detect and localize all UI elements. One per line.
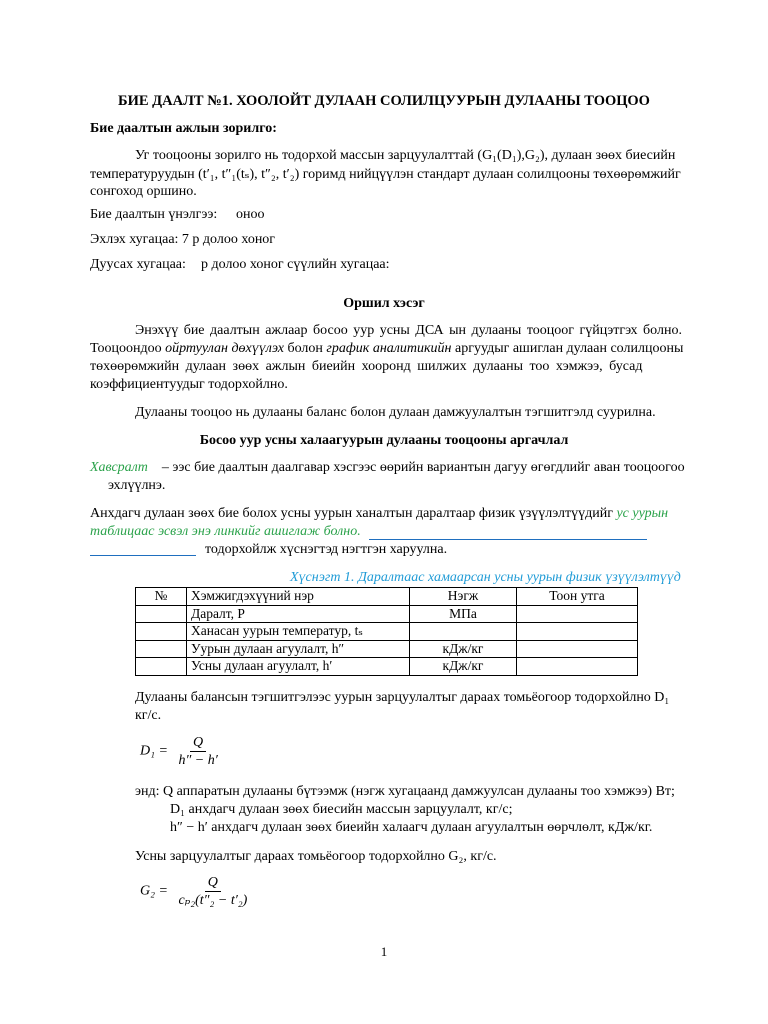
- formula-g2: [140, 874, 250, 909]
- intro-p1-line-1: Энэхүү бие даалтын ажлаар босоо уур усны ДСА ын дулааны тооцоог гүйцэтгэх болно.: [135, 323, 682, 338]
- page-number: 1: [380, 944, 388, 959]
- table-row: [136, 658, 638, 676]
- formula-d1: [140, 734, 221, 769]
- header-unit: Нэгж: [410, 588, 517, 606]
- formula-g2-numerator: Q: [205, 874, 221, 892]
- header-value: Тоон утга: [517, 588, 638, 606]
- balance-line-2: кг/с.: [135, 708, 162, 723]
- intro-p1-line-4: коэффициентуудыг тодорхойлно.: [90, 377, 288, 392]
- eval-label: Бие даалтын үнэлгээ:: [90, 207, 218, 222]
- table-header-row: [136, 588, 638, 606]
- start-date: Эхлэх хугацаа: 7 р долоо хоног: [90, 232, 276, 247]
- appendix-line-2: эхлүүлнэ.: [108, 478, 166, 493]
- row-unit: МПа: [410, 605, 517, 623]
- table-row: [136, 605, 638, 623]
- formula-d1-lhs: D₁ =: [140, 743, 168, 759]
- intro-heading: Оршил хэсэг: [343, 296, 425, 311]
- row-value[interactable]: [517, 640, 638, 658]
- table-caption: Хүснэгт 1. Даралтаас хамаарсан усны уурын физик үзүүлэлтүүд: [290, 570, 681, 585]
- where-line-3: h″ − h′ анхдагч дулаан зөөх биеийн халаагч дулаан агуулалтын өөрчлөлт, кДж/кг.: [170, 820, 653, 835]
- eval-value: оноо: [236, 207, 265, 222]
- water-line: Усны зарцуулалтыг дараах томьёогоор тодорхойлно G₂, кг/с.: [135, 849, 497, 864]
- row-name: Ханасан уурын температур, tₛ: [187, 623, 410, 641]
- row-unit: кДж/кг: [410, 640, 517, 658]
- link-underline-2: [90, 555, 196, 556]
- table-row: [136, 640, 638, 658]
- row-name: Уурын дулаан агуулалт, h″: [187, 640, 410, 658]
- primary-line-3: тодорхойлж хүснэгтэд нэгтгэн харуулна.: [205, 542, 448, 557]
- intro-p1-line-2: Тооцоондоо ойртуулан дөхүүлэх болон график аналитикийн аргуудыг ашиглан дулаан солилцооны: [90, 341, 684, 356]
- goal-line-2: температуруудын (t′₁, t″₁(tₛ), t″₂, t′₂) горимд нийцүүлэн стандарт дулаан солилцооны төхөөрөмжийг: [90, 167, 681, 182]
- goal-line-1: Уг тооцооны зорилго нь тодорхой массын зарцуулалттай (G₁(D₁),G₂), дулаан зөөх биесийн: [135, 148, 676, 163]
- header-name: Хэмжигдэхүүний нэр: [187, 588, 410, 606]
- intro-p2: Дулааны тооцоо нь дулааны баланс болон дулаан дамжуулалтын тэгшитгэлд суурилна.: [135, 405, 656, 420]
- table-row: [136, 623, 638, 641]
- formula-g2-lhs: G₂ =: [140, 883, 168, 899]
- emphasis-approx: ойртуулан дөхүүлэх: [165, 341, 284, 356]
- steam-table-link-2[interactable]: таблицаас эсвэл энэ линкийг ашиглаж болно.: [90, 524, 361, 539]
- page-title: БИЕ ДААЛТ №1. ХООЛОЙТ ДУЛААН СОЛИЛЦУУРЫН ДУЛААНЫ ТООЦОО: [118, 93, 650, 109]
- steam-table-link[interactable]: ус уурын: [616, 506, 669, 521]
- end-value: р долоо хоног сүүлийн хугацаа:: [201, 257, 390, 272]
- row-value[interactable]: [517, 623, 638, 641]
- method-heading: Босоо уур усны халаагуурын дулааны тооцооны аргачлал: [199, 433, 569, 448]
- row-name: Усны дулаан агуулалт, h′: [187, 658, 410, 676]
- properties-table: [135, 587, 638, 676]
- appendix-line: Хавсралт – ээс бие даалтын даалгавар хэсгээс өөрийн вариантын дагуу өгөгдлийг аван тооцоогоо: [90, 460, 685, 475]
- row-name: Даралт, P: [187, 605, 410, 623]
- goal-heading: Бие даалтын ажлын зорилго:: [90, 121, 277, 136]
- balance-line-1: Дулааны балансын тэгшитгэлээс уурын зарцуулалтыг дараах томьёогоор тодорхойлно D₁: [135, 690, 670, 705]
- link-underline-1: [369, 539, 647, 540]
- goal-line-3: сонгоход оршино.: [90, 184, 197, 199]
- where-line-1: энд: Q аппаратын дулааны бүтээмж (нэгж хугацаанд дамжуулсан дулааны тоо хэмжээ) Вт;: [135, 784, 675, 799]
- primary-line-1: Анхдагч дулаан зөөх бие болох усны уурын ханалтын даралтаар физик үзүүлэлтүүдийг ус уурын: [90, 506, 669, 521]
- formula-d1-denominator: h″ − h′: [178, 753, 218, 768]
- row-unit: [410, 623, 517, 641]
- appendix-word: Хавсралт: [90, 460, 148, 475]
- emphasis-graphic: график аналитикийн: [326, 341, 452, 356]
- header-num: №: [136, 588, 187, 606]
- intro-p1-line-3: төхөөрөмжийн дулаан зөөх ажлын биеийн хооронд шилжих дулааны тоо хэмжээ, бусад: [90, 359, 643, 374]
- end-label: Дуусах хугацаа:: [90, 257, 186, 272]
- row-unit: кДж/кг: [410, 658, 517, 676]
- formula-g2-denominator: cₚ₂(t″₂ − t′₂): [178, 893, 248, 908]
- row-value[interactable]: [517, 658, 638, 676]
- where-line-2: D₁ анхдагч дулаан зөөх биесийн массын зарцуулалт, кг/с;: [170, 802, 513, 817]
- row-value[interactable]: [517, 605, 638, 623]
- formula-d1-numerator: Q: [190, 734, 206, 752]
